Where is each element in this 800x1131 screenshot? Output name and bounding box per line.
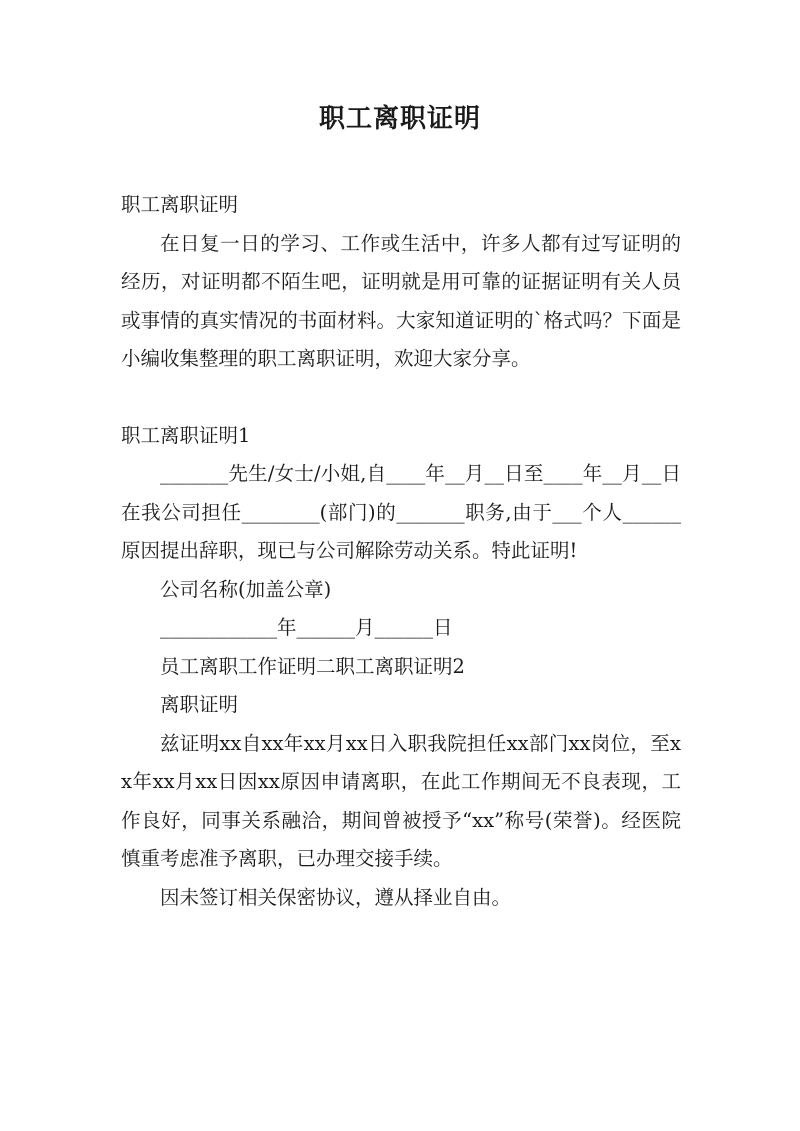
section2-closing: 因未签订相关保密协议，遵从择业自由。 [160, 885, 512, 909]
section1-heading: 职工离职证明1 [121, 423, 251, 447]
section1-date: ____________年______月______日 [160, 616, 453, 639]
document-body [121, 186, 681, 917]
intro-heading: 职工离职证明 [121, 193, 239, 216]
section1-company: 公司名称(加盖公章) [160, 577, 332, 601]
intro-paragraph: 在日复一日的学习、工作或生活中，许多人都有过写证明的经历，对证明都不陌生吧，证明就是用可靠的证据证明有关人员或事情的真实情况的书面材料。大家知道证明的`格式吗？下面是小编收集整理的职工离职证明，欢迎大家分享。 [121, 231, 681, 370]
paragraph-spacer [121, 379, 681, 417]
section2-title: 离职证明 [160, 693, 239, 716]
section2-paragraph: 兹证明xx自xx年xx月xx日入职我院担任xx部门xx岗位，至xx年xx月xx日因xx原因申请离职，在此工作期间无不良表现，工作良好，同事关系融洽，期间曾被授予“xx”称号(荣誉)。经医院慎重考虑准予离职，已办理交接手续。 [121, 731, 681, 870]
document-title: 职工离职证明 [318, 104, 481, 134]
section1-paragraph: _______先生/女士/小姐,自____年__月__日至____年__月__日在我公司担任________(部门)的_______职务,由于___个人______原因提出辞职，现已与公司解除劳动关系。特此证明! [121, 462, 681, 562]
section2-heading: 员工离职工作证明二职工离职证明2 [160, 654, 465, 678]
